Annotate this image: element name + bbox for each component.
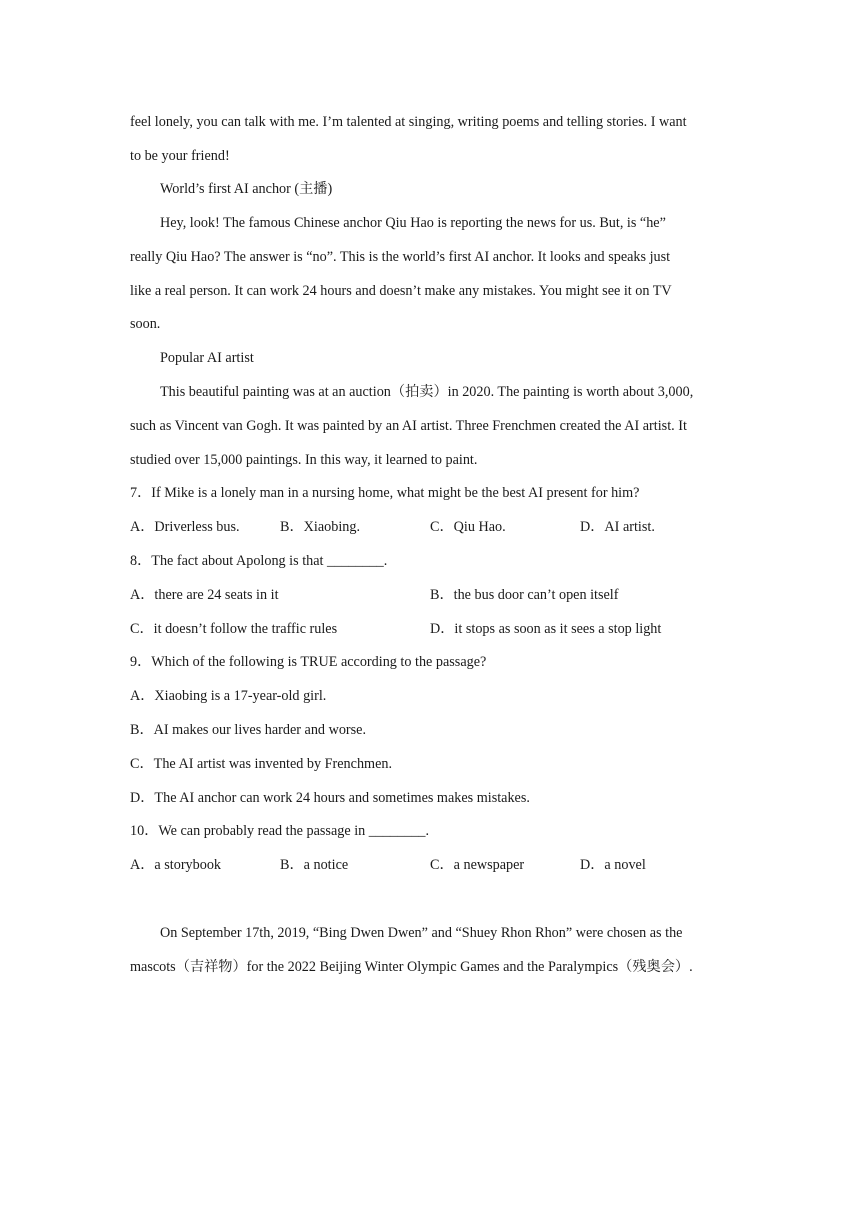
section-heading-ai-anchor: World’s first AI anchor (主播)	[160, 181, 333, 197]
question-stem: 8．The fact about Apolong is that ________.	[130, 553, 388, 569]
answer-option: C．it doesn’t follow the traffic rules	[130, 621, 338, 637]
passage-line: On September 17th, 2019, “Bing Dwen Dwen” and “Shuey Rhon Rhon” were chosen as the	[160, 925, 683, 941]
answer-option: B．Xiaobing.	[280, 519, 360, 535]
question-stem: 10．We can probably read the passage in ________.	[130, 823, 430, 839]
passage-line: to be your friend!	[130, 148, 230, 164]
passage-line: soon.	[130, 316, 161, 332]
answer-option: B．the bus door can’t open itself	[430, 587, 619, 603]
passage-line: This beautiful painting was at an auction（拍卖）in 2020. The painting is worth about 3,000,	[160, 384, 694, 400]
passage-line: like a real person. It can work 24 hours and doesn’t make any mistakes. You might see it on TV	[130, 283, 672, 299]
answer-option: B．a notice	[280, 857, 349, 873]
question-stem: 7．If Mike is a lonely man in a nursing home, what might be the best AI present for him?	[130, 485, 640, 501]
answer-option: A．there are 24 seats in it	[130, 587, 279, 603]
passage-line: feel lonely, you can talk with me. I’m talented at singing, writing poems and telling stories. I want	[130, 114, 687, 130]
answer-option: C．The AI artist was invented by Frenchmen.	[130, 756, 393, 772]
answer-option: A．a storybook	[130, 857, 222, 873]
passage-line: Hey, look! The famous Chinese anchor Qiu Hao is reporting the news for us. But, is “he”	[160, 215, 666, 231]
answer-option: C．a newspaper	[430, 857, 525, 873]
passage-line: really Qiu Hao? The answer is “no”. This is the world’s first AI anchor. It looks and speaks just	[130, 249, 671, 265]
answer-option: D．a novel	[580, 857, 646, 873]
question-stem: 9．Which of the following is TRUE according to the passage?	[130, 654, 487, 670]
section-heading-ai-artist: Popular AI artist	[160, 350, 254, 366]
answer-option: D．it stops as soon as it sees a stop light	[430, 621, 662, 637]
answer-option: B．AI makes our lives harder and worse.	[130, 722, 366, 738]
answer-option: C．Qiu Hao.	[430, 519, 506, 535]
passage-line: such as Vincent van Gogh. It was painted by an AI artist. Three Frenchmen created the AI artist. It	[130, 418, 687, 434]
answer-option: A．Driverless bus.	[130, 519, 240, 535]
passage-line: mascots（吉祥物）for the 2022 Beijing Winter Olympic Games and the Paralympics（残奥会）.	[130, 959, 693, 975]
answer-option: A．Xiaobing is a 17-year-old girl.	[130, 688, 327, 704]
passage-line: studied over 15,000 paintings. In this way, it learned to paint.	[130, 452, 478, 468]
answer-option: D．AI artist.	[580, 519, 655, 535]
answer-option: D．The AI anchor can work 24 hours and sometimes makes mistakes.	[130, 790, 530, 806]
